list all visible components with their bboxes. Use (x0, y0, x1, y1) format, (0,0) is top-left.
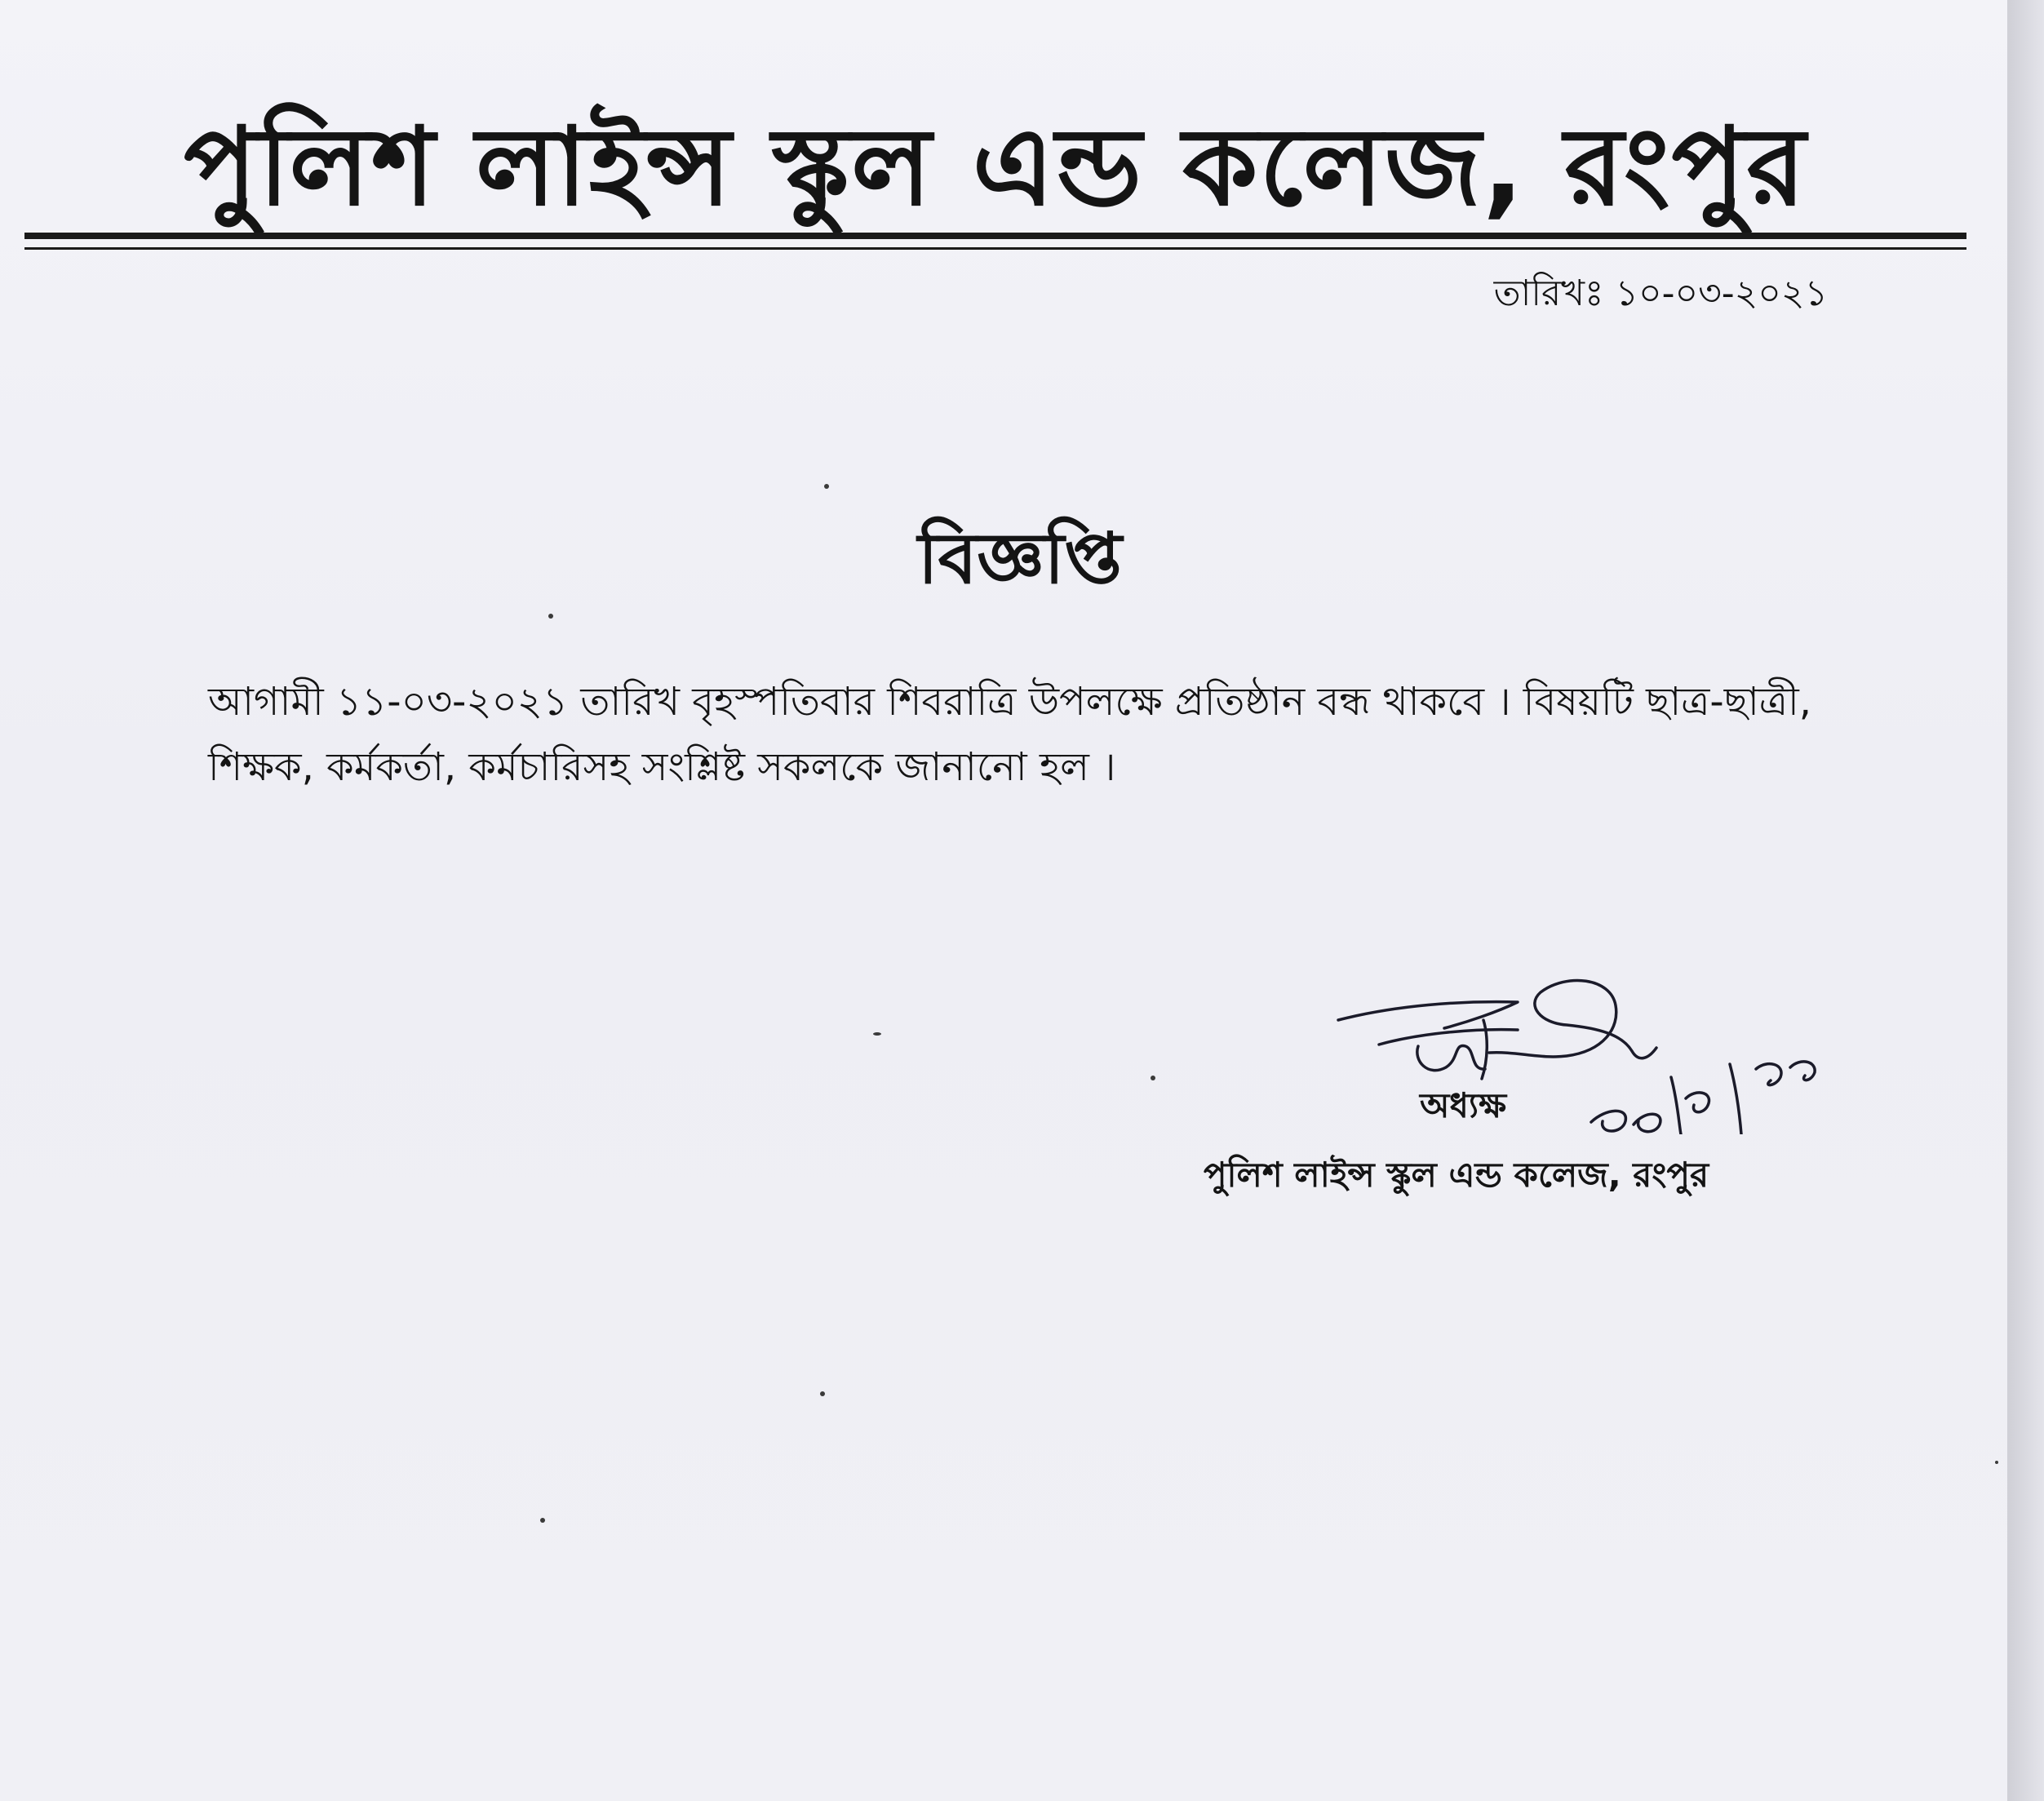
scan-speck (873, 1032, 881, 1036)
header-rule-thick (24, 233, 1966, 239)
notice-body (208, 669, 1856, 800)
scan-speck (1151, 1076, 1155, 1080)
notice-body-line: শিক্ষক, কর্মকর্তা, কর্মচারিসহ সংশ্লিষ্ট সকলকে জানানো হল । (208, 744, 1116, 790)
notice-date: তারিখঃ ১০-০৩-২০২১ (1493, 273, 1828, 314)
notice-body-line: আগামী ১১-০৩-২০২১ তারিখ বৃহস্পতিবার শিবরাত্রি উপলক্ষে প্রতিষ্ঠান বন্ধ থাকবে । বিষয়টি ছাত্র-ছাত্রী, (208, 679, 1811, 725)
scan-speck (820, 1391, 825, 1396)
handwritten-signature (1322, 955, 1893, 1134)
institution-heading: পুলিশ লাইন্স স্কুল এন্ড কলেজ, রংপুর (184, 104, 1807, 230)
header-rule-thin (24, 247, 1966, 250)
scan-page-edge (2007, 0, 2044, 1801)
scan-speck (540, 1518, 545, 1523)
scan-speck (548, 614, 553, 619)
notice-title: বিজ্ঞপ্তি (917, 518, 1123, 600)
scan-speck (1995, 1461, 1998, 1464)
scan-speck (824, 484, 829, 489)
signatory-role: অধ্যক্ষ (1420, 1085, 1507, 1125)
signatory-organization: পুলিশ লাইন্স স্কুল এন্ড কলেজ, রংপুর (1204, 1155, 1709, 1195)
